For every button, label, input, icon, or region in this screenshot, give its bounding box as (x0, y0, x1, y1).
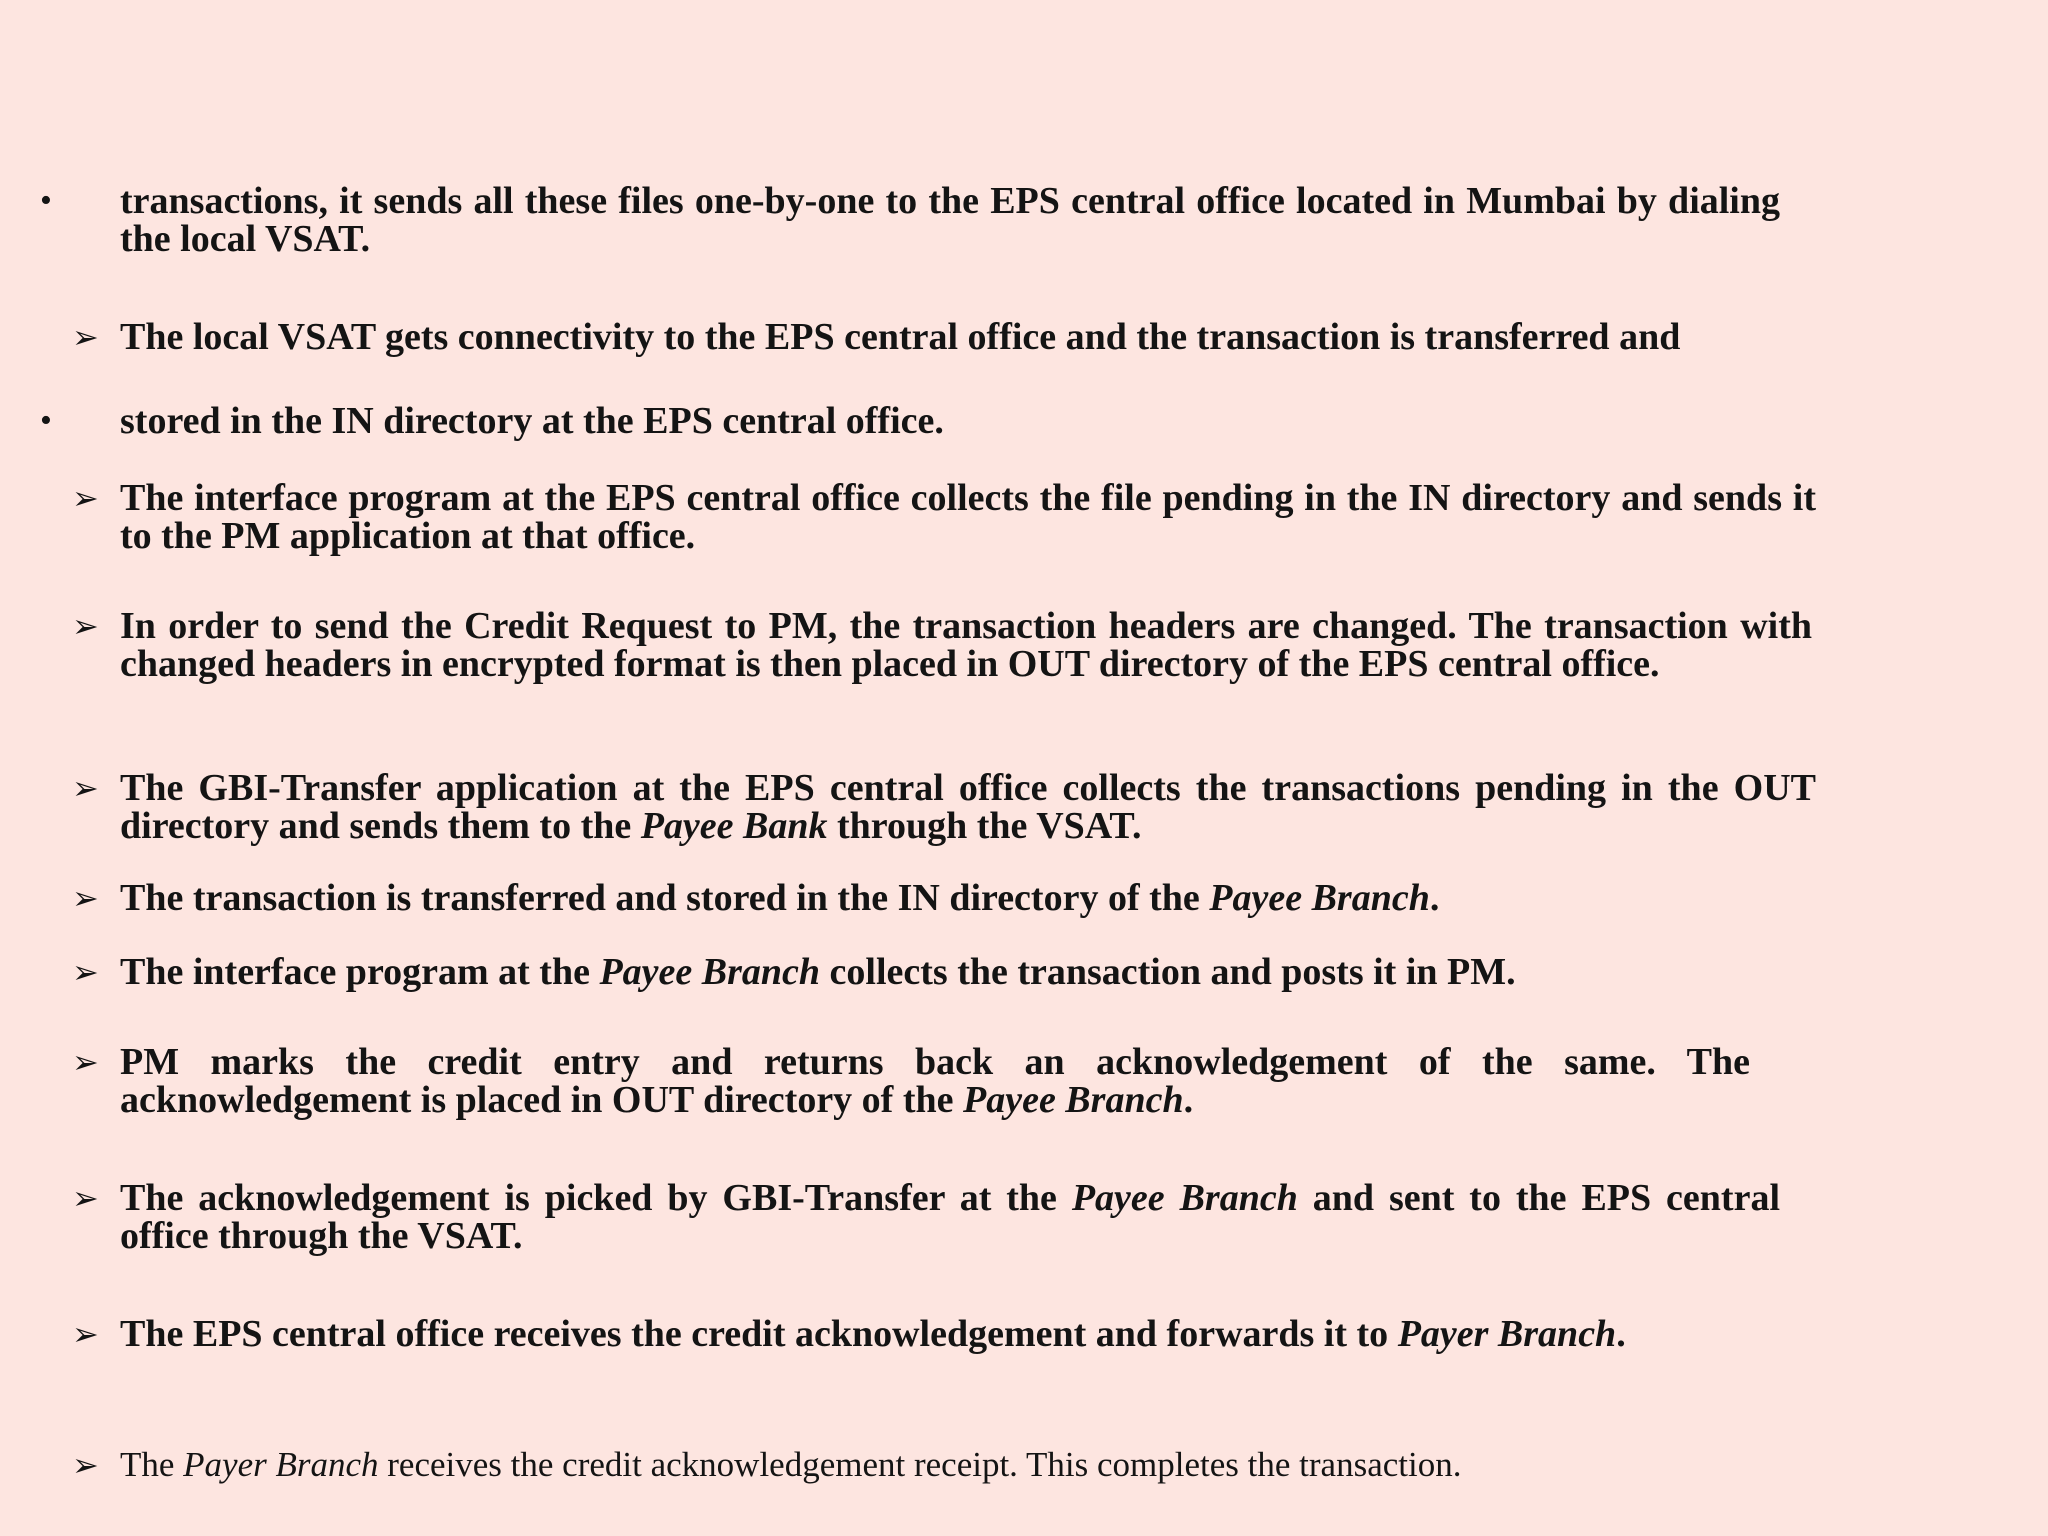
list-item (120, 318, 1820, 356)
list-item (120, 479, 1816, 555)
bullet-marker: • (40, 402, 52, 439)
list-item (120, 1043, 1750, 1119)
list-item-text: The GBI-Transfer application at the EPS central office collects the transactions pending in the OUT directory and sends them to the (120, 767, 1816, 847)
list-item-emphasis: Payee Branch (599, 951, 821, 993)
list-item (120, 1446, 2020, 1484)
list-item-text: transactions, it sends all these files one-by-one to the EPS central office located in Mumbai by dialing the local VSAT. (120, 180, 1780, 260)
list-item (120, 1179, 1780, 1255)
list-item-text: collects the transaction and posts it in PM. (820, 951, 1516, 993)
list-item (120, 1315, 1720, 1353)
list-item-text: The local VSAT gets connectivity to the EPS central office and the transaction is transferred and (120, 316, 1681, 358)
list-item-emphasis: Payee Branch (1209, 877, 1430, 919)
list-item-text: The (120, 1445, 184, 1484)
list-item-text: and sent to the EPS central office through the VSAT. (120, 1177, 1781, 1257)
list-item-text: through the VSAT. (827, 805, 1142, 847)
arrow-bullet-icon: ➢ (72, 479, 99, 517)
list-item-text: stored in the IN directory at the EPS central office. (120, 400, 944, 442)
arrow-bullet-icon: ➢ (72, 769, 99, 807)
arrow-bullet-icon: ➢ (72, 1043, 99, 1081)
list-item (120, 769, 1816, 845)
list-item-text: . (1616, 1313, 1626, 1355)
list-item-emphasis: Payer Branch (183, 1445, 379, 1484)
list-item-emphasis: Payee Bank (640, 805, 828, 847)
list-item-text: The interface program at the (120, 951, 600, 993)
list-item-emphasis: Payee Branch (1071, 1177, 1298, 1219)
list-item (120, 182, 1780, 258)
list-item (120, 402, 1812, 440)
list-item-emphasis: Payer Branch (1397, 1313, 1617, 1355)
list-item-text: In order to send the Credit Request to PM, the transaction headers are changed. The transaction with changed headers in encrypted format is then placed in OUT directory of the EPS central office. (120, 605, 1812, 685)
list-item-text: The acknowledgement is picked by GBI-Transfer at the (120, 1177, 1072, 1219)
list-item-text: The transaction is transferred and stored in the IN directory of the (120, 877, 1210, 919)
list-item (120, 953, 2020, 991)
list-item (120, 607, 1812, 683)
arrow-bullet-icon: ➢ (72, 1179, 99, 1217)
arrow-bullet-icon: ➢ (72, 953, 99, 991)
list-item-text: The EPS central office receives the credit acknowledgement and forwards it to (120, 1313, 1398, 1355)
arrow-bullet-icon: ➢ (72, 607, 99, 645)
list-item-text: PM marks the credit entry and returns back an acknowledgement of the same. The acknowledgement is placed in OUT directory of the (120, 1041, 1750, 1121)
list-item-text: . (1429, 877, 1440, 919)
list-item-emphasis: Payee Branch (963, 1079, 1184, 1121)
arrow-bullet-icon: ➢ (72, 1446, 99, 1484)
list-item-text: The interface program at the EPS central office collects the file pending in the IN directory and sends it to the PM application at that office. (120, 477, 1816, 557)
bullet-marker: • (40, 182, 52, 219)
arrow-bullet-icon: ➢ (72, 318, 99, 356)
list-item-text: . (1183, 1079, 1194, 1121)
arrow-bullet-icon: ➢ (72, 1315, 99, 1353)
list-item (120, 879, 2020, 917)
list-item-text: receives the credit acknowledgement receipt. This completes the transaction. (378, 1445, 1462, 1484)
arrow-bullet-icon: ➢ (72, 879, 99, 917)
